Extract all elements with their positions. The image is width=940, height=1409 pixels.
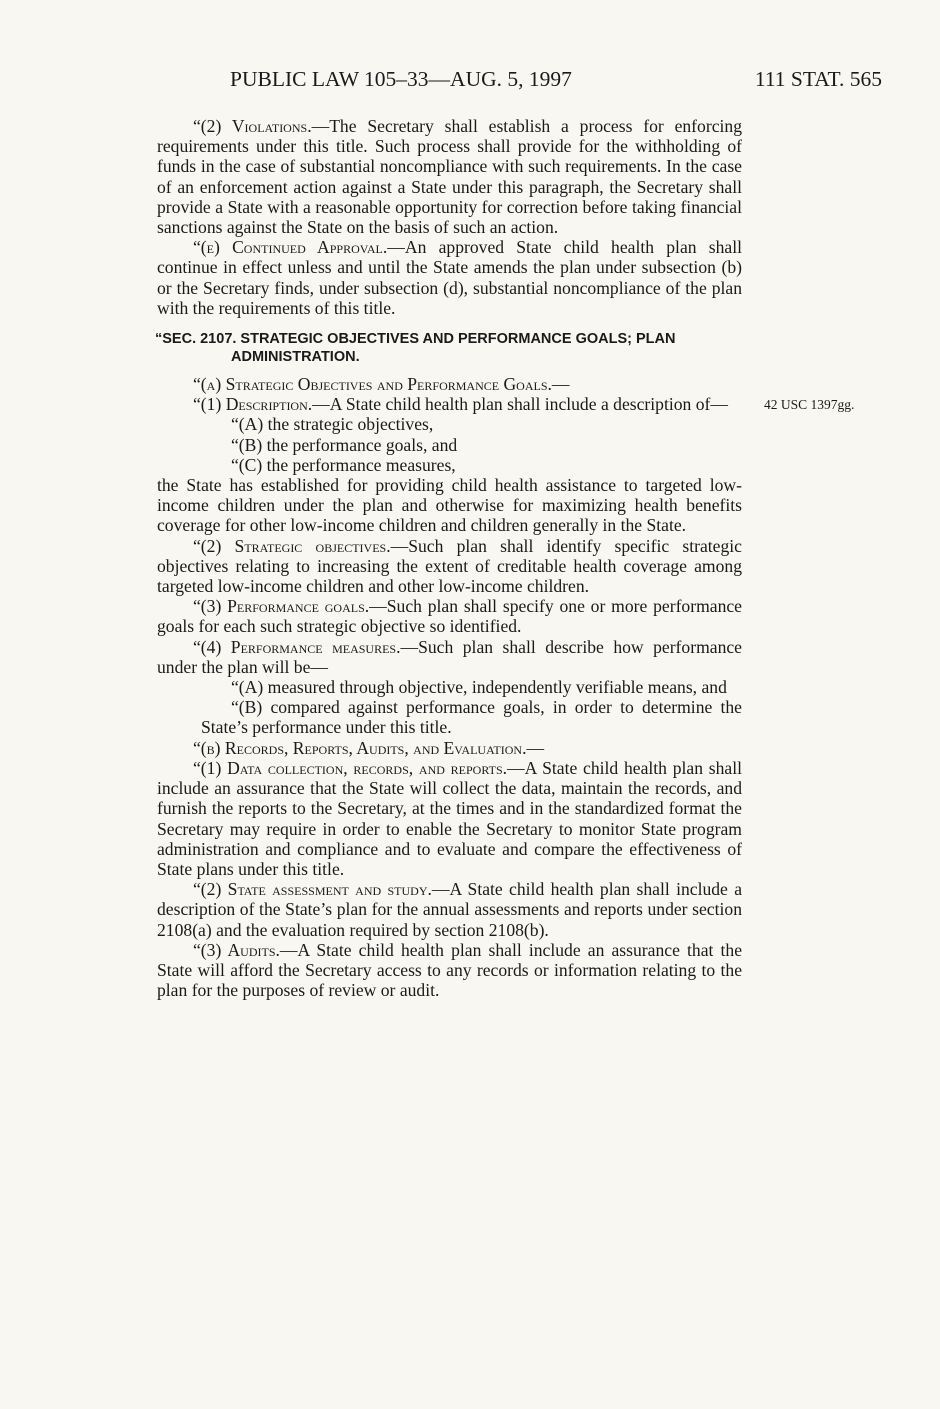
paragraph-text: —A State child health plan shall include a description of the State’s plan for the annual assessments and reports under section 2108(a) and the evaluation required by section 2108(b).	[157, 879, 742, 940]
paragraph-text: “(A) the strategic objectives,	[231, 414, 434, 435]
paragraph-caption: “(2) Violations.	[193, 116, 312, 136]
paragraph	[157, 637, 742, 677]
paragraph	[157, 940, 742, 1001]
paragraph-caption: “(3) Performance goals.	[193, 596, 370, 617]
paragraph	[157, 116, 742, 237]
paragraph-text: the State has established for providing child health assistance to targeted low-income children under the plan and otherwise for maximizing health benefits coverage for other low-income children and children generally in the State.	[157, 475, 742, 536]
paragraph-caption: “(3) Audits.	[193, 939, 280, 960]
paragraph-caption: “(2) Strategic objectives.	[193, 535, 391, 556]
paragraph-text: —A State child health plan shall include an assurance that the State will afford the Secretary access to any records or information relating to the plan for the purposes of review or audit.	[157, 939, 743, 1001]
paragraph-text: —	[551, 374, 570, 395]
paragraph-caption: “(b) Records, Reports, Audits, and Evaluation.	[193, 737, 527, 758]
paragraph-text: “(A) measured through objective, independently verifiable means, and	[231, 677, 727, 698]
running-header: PUBLIC LAW 105–33—AUG. 5, 1997	[230, 67, 572, 91]
paragraph-text: “(B) compared against performance goals, in order to determine the State’s performance under this title.	[201, 697, 742, 738]
paragraph	[157, 475, 742, 536]
usc-citation: 42 USC 1397gg.	[764, 397, 855, 412]
paragraph-caption: “(1) Description.	[193, 394, 313, 415]
paragraph	[157, 237, 742, 318]
paragraph	[157, 596, 742, 636]
paragraph-text: —A State child health plan shall include a description of—	[312, 394, 728, 415]
paragraph-text: —	[526, 737, 545, 758]
paragraph	[157, 879, 742, 940]
paragraph-text: “(B) the performance goals, and	[231, 434, 458, 455]
paragraph-caption: “(a) Strategic Objectives and Performance Goals.	[193, 374, 552, 395]
paragraph-text: —An approved State child health plan shall continue in effect unless and until the State amends the plan under subsection (b) or the Secretary finds, under subsection (d), substantial noncompliance of the plan with the requirements of this title.	[157, 237, 742, 318]
paragraph-text: “SEC. 2107. STRATEGIC OBJECTIVES AND PERFORMANCE GOALS; PLAN ADMINISTRATION.	[155, 331, 676, 366]
paragraph-text: —A State child health plan shall include an assurance that the State will collect the data, maintain the records, and furnish the reports to the Secretary, at the times and in the standardized format the Secretary may require in order to enable the Secretary to monitor State program administration and compliance and to evaluate and compare the effectiveness of State plans under this title.	[157, 757, 742, 879]
paragraph	[157, 677, 742, 697]
paragraph-text: —Such plan shall describe how performance under the plan will be—	[157, 636, 742, 677]
paragraph-text: “(C) the performance measures,	[231, 454, 456, 475]
paragraph	[157, 697, 742, 737]
paragraph	[157, 374, 742, 394]
paragraph	[157, 414, 742, 434]
body-text	[157, 116, 742, 1000]
paragraph-text: —The Secretary shall establish a process for enforcing requirements under this title. Such process shall provide for the withholding of funds in the case of substantial noncompliance with such requirements. In the case of an enforcement action against a State under this paragraph, the Secretary shall provide a State with a reasonable opportunity for correction before taking financial sanctions against the State on the basis of such an action.	[157, 116, 742, 238]
paragraph	[157, 455, 742, 475]
paragraph	[157, 394, 742, 414]
paragraph-text: —Such plan shall identify specific strategic objectives relating to increasing the extent of creditable health coverage among targeted low-income children and other low-income children.	[157, 535, 742, 597]
paragraph-caption: “(2) State assessment and study.	[193, 879, 432, 900]
paragraph	[157, 738, 742, 758]
paragraph	[157, 435, 742, 455]
section-heading	[157, 330, 742, 366]
paragraph-caption: “(1) Data collection, records, and reports.	[193, 757, 508, 778]
paragraph-text: —Such plan shall specify one or more performance goals for each such strategic objective so identified.	[157, 596, 742, 637]
paragraph	[157, 758, 742, 879]
paragraph	[157, 536, 742, 597]
paragraph-caption: “(e) Continued Approval.	[193, 237, 388, 258]
statute-page-number: 111 STAT. 565	[754, 67, 882, 91]
paragraph-caption: “(4) Performance measures.	[193, 636, 401, 657]
